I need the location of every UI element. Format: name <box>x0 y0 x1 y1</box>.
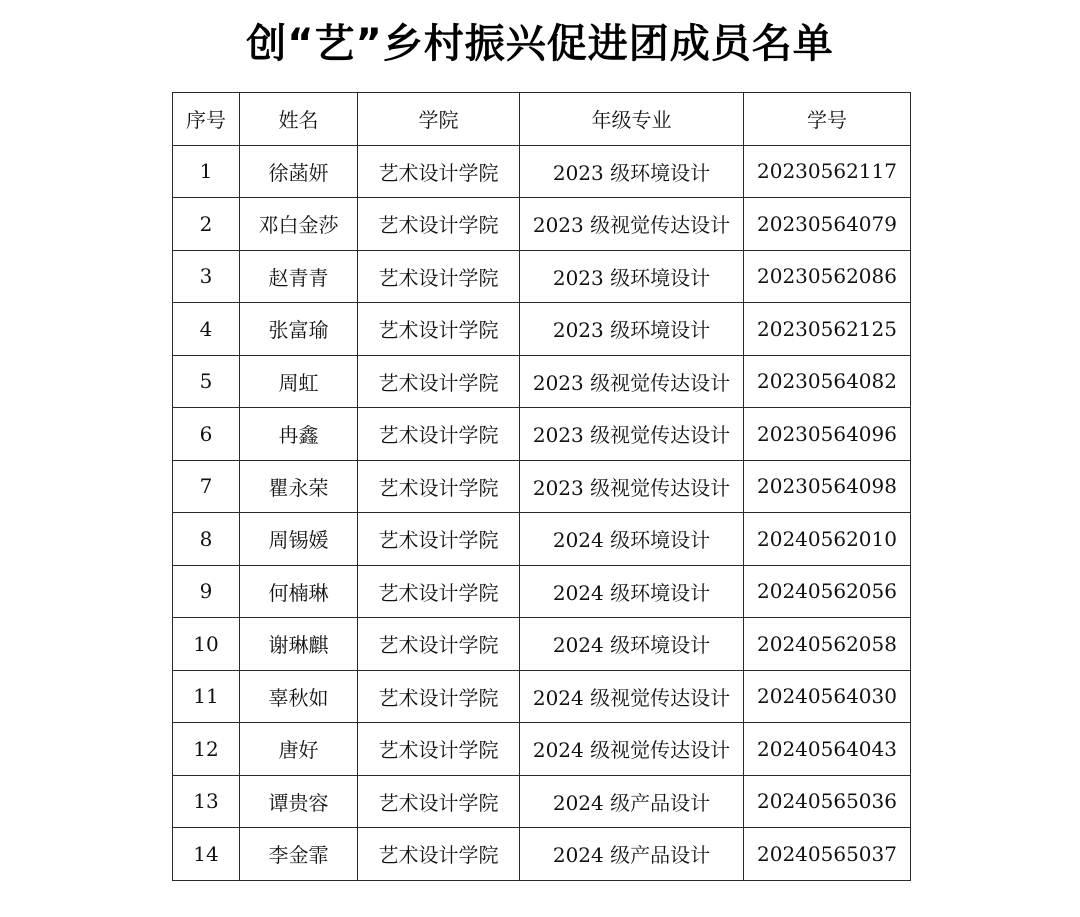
cell-name: 唐好 <box>240 723 358 776</box>
cell-student-id: 20230564082 <box>744 355 911 408</box>
cell-index: 7 <box>173 460 240 513</box>
cell-student-id: 20230564098 <box>744 460 911 513</box>
cell-grade-major: 2024 级视觉传达设计 <box>520 723 744 776</box>
cell-college: 艺术设计学院 <box>358 145 520 198</box>
cell-student-id: 20240565037 <box>744 828 911 881</box>
header-row <box>173 93 911 146</box>
cell-index: 5 <box>173 355 240 408</box>
cell-grade-major: 2023 级环境设计 <box>520 145 744 198</box>
header-grade-major: 年级专业 <box>520 93 744 146</box>
header-college: 学院 <box>358 93 520 146</box>
cell-index: 4 <box>173 303 240 356</box>
table-row <box>173 618 911 671</box>
cell-name: 谭贵容 <box>240 775 358 828</box>
cell-student-id: 20230564079 <box>744 198 911 251</box>
cell-name: 赵青青 <box>240 250 358 303</box>
cell-student-id: 20240562056 <box>744 565 911 618</box>
cell-index: 8 <box>173 513 240 566</box>
cell-name: 李金霏 <box>240 828 358 881</box>
cell-college: 艺术设计学院 <box>358 408 520 461</box>
cell-college: 艺术设计学院 <box>358 250 520 303</box>
cell-grade-major: 2023 级环境设计 <box>520 303 744 356</box>
cell-name: 瞿永荣 <box>240 460 358 513</box>
cell-student-id: 20230562117 <box>744 145 911 198</box>
cell-college: 艺术设计学院 <box>358 355 520 408</box>
cell-grade-major: 2023 级视觉传达设计 <box>520 408 744 461</box>
cell-grade-major: 2024 级视觉传达设计 <box>520 670 744 723</box>
cell-student-id: 20240565036 <box>744 775 911 828</box>
cell-name: 徐菡妍 <box>240 145 358 198</box>
cell-grade-major: 2023 级视觉传达设计 <box>520 355 744 408</box>
cell-college: 艺术设计学院 <box>358 723 520 776</box>
cell-grade-major: 2024 级产品设计 <box>520 828 744 881</box>
cell-college: 艺术设计学院 <box>358 513 520 566</box>
cell-index: 13 <box>173 775 240 828</box>
cell-index: 9 <box>173 565 240 618</box>
header-name: 姓名 <box>240 93 358 146</box>
cell-name: 辜秋如 <box>240 670 358 723</box>
table-row <box>173 303 911 356</box>
cell-student-id: 20230562086 <box>744 250 911 303</box>
cell-name: 邓白金莎 <box>240 198 358 251</box>
cell-index: 11 <box>173 670 240 723</box>
table-row <box>173 565 911 618</box>
cell-grade-major: 2024 级环境设计 <box>520 513 744 566</box>
cell-index: 3 <box>173 250 240 303</box>
cell-name: 周锡媛 <box>240 513 358 566</box>
cell-name: 周虹 <box>240 355 358 408</box>
page-title: 创“艺”乡村振兴促进团成员名单 <box>246 21 834 67</box>
cell-index: 6 <box>173 408 240 461</box>
cell-grade-major: 2023 级视觉传达设计 <box>520 460 744 513</box>
table-row <box>173 723 911 776</box>
cell-name: 何楠琳 <box>240 565 358 618</box>
cell-grade-major: 2023 级环境设计 <box>520 250 744 303</box>
table-row <box>173 828 911 881</box>
cell-name: 张富瑜 <box>240 303 358 356</box>
table-row <box>173 250 911 303</box>
cell-student-id: 20240564030 <box>744 670 911 723</box>
table-row <box>173 775 911 828</box>
cell-college: 艺术设计学院 <box>358 775 520 828</box>
table-row <box>173 460 911 513</box>
member-table <box>172 92 911 881</box>
header-student-id: 学号 <box>744 93 911 146</box>
table-row <box>173 670 911 723</box>
cell-college: 艺术设计学院 <box>358 460 520 513</box>
cell-index: 10 <box>173 618 240 671</box>
table-row <box>173 355 911 408</box>
cell-student-id: 20240562058 <box>744 618 911 671</box>
table-row <box>173 145 911 198</box>
cell-student-id: 20240564043 <box>744 723 911 776</box>
cell-college: 艺术设计学院 <box>358 828 520 881</box>
cell-index: 14 <box>173 828 240 881</box>
table-row <box>173 408 911 461</box>
cell-index: 12 <box>173 723 240 776</box>
table-row <box>173 198 911 251</box>
cell-student-id: 20230564096 <box>744 408 911 461</box>
table-body <box>173 145 911 880</box>
cell-college: 艺术设计学院 <box>358 198 520 251</box>
cell-index: 2 <box>173 198 240 251</box>
table-row <box>173 513 911 566</box>
cell-name: 冉鑫 <box>240 408 358 461</box>
cell-student-id: 20230562125 <box>744 303 911 356</box>
cell-college: 艺术设计学院 <box>358 618 520 671</box>
cell-grade-major: 2024 级环境设计 <box>520 565 744 618</box>
header-index: 序号 <box>173 93 240 146</box>
cell-college: 艺术设计学院 <box>358 565 520 618</box>
cell-index: 1 <box>173 145 240 198</box>
cell-name: 谢琳麒 <box>240 618 358 671</box>
cell-college: 艺术设计学院 <box>358 303 520 356</box>
cell-college: 艺术设计学院 <box>358 670 520 723</box>
cell-student-id: 20240562010 <box>744 513 911 566</box>
cell-grade-major: 2024 级环境设计 <box>520 618 744 671</box>
table-header <box>173 93 911 146</box>
cell-grade-major: 2024 级产品设计 <box>520 775 744 828</box>
cell-grade-major: 2023 级视觉传达设计 <box>520 198 744 251</box>
